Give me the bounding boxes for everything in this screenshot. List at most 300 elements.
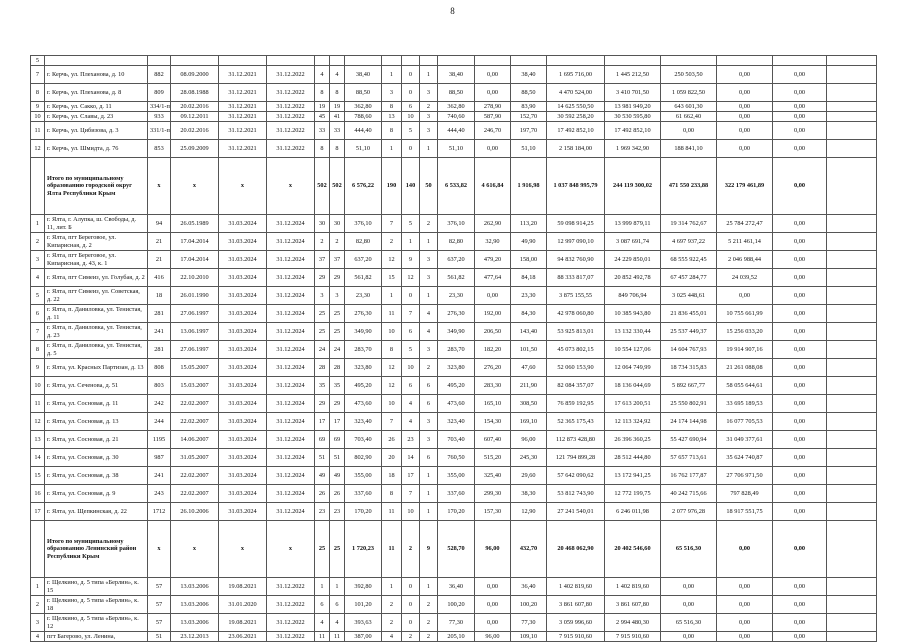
extra-cell — [827, 215, 877, 233]
decree-date-cell: 14.06.2007 — [171, 431, 219, 449]
residents-total-cell — [315, 56, 330, 66]
deadline-date-cell: 31.12.2022 — [267, 614, 315, 632]
area-total-cell: 323,80 — [345, 359, 382, 377]
residents-relocate-cell: 4 — [330, 66, 345, 84]
area-municipal-cell: 432,70 — [511, 521, 547, 578]
area-relocate-cell: 100,20 — [438, 596, 475, 614]
residents-total-cell: 8 — [315, 84, 330, 102]
decree-number-cell: x — [148, 158, 171, 215]
cost-fund-cell: 1 402 819,60 — [605, 578, 661, 596]
residents-relocate-cell: 11 — [330, 632, 345, 642]
cost-other-cell: 0,00 — [773, 215, 827, 233]
area-total-cell — [345, 56, 382, 66]
decree-date-cell: 09.12.2011 — [171, 112, 219, 122]
area-private-cell: 262,90 — [475, 215, 511, 233]
address-cell: г. Керчь, ул. Славы, д. 23 — [45, 112, 148, 122]
cost-region-cell — [661, 56, 717, 66]
rooms-municipal-cell: 3 — [420, 431, 438, 449]
residents-relocate-cell: 3 — [330, 287, 345, 305]
residents-total-cell: 69 — [315, 431, 330, 449]
cost-local-cell: 322 179 461,89 — [717, 158, 773, 215]
deadline-date-cell: 31.12.2024 — [267, 431, 315, 449]
area-relocate-cell: 760,50 — [438, 449, 475, 467]
plan-date-cell — [219, 56, 267, 66]
area-private-cell: 246,70 — [475, 122, 511, 140]
address-cell: г. Ялта, г. Алупка, ш. Свободы, д. 11, лит. Б — [45, 215, 148, 233]
decree-number-cell: 803 — [148, 377, 171, 395]
rooms-total-cell: 12 — [382, 359, 402, 377]
residents-relocate-cell: 23 — [330, 503, 345, 521]
extra-cell — [827, 287, 877, 305]
decree-date-cell: 13.03.2006 — [171, 614, 219, 632]
row-number-cell: 9 — [31, 359, 45, 377]
cost-local-cell: 5 211 461,14 — [717, 233, 773, 251]
cost-region-cell: 18 734 315,83 — [661, 359, 717, 377]
cost-region-cell: 250 503,50 — [661, 66, 717, 84]
row-number-cell: 11 — [31, 122, 45, 140]
cost-total-cell: 42 978 060,80 — [547, 305, 605, 323]
residents-total-cell: 24 — [315, 341, 330, 359]
cost-total-cell: 3 861 607,80 — [547, 596, 605, 614]
cost-local-cell: 16 077 705,53 — [717, 413, 773, 431]
table-row — [31, 377, 877, 395]
cost-local-cell: 58 055 644,61 — [717, 377, 773, 395]
rooms-total-cell: 2 — [382, 596, 402, 614]
address-cell: г. Керчь, ул. Шмидта, д. 76 — [45, 140, 148, 158]
address-cell: г. Щелкино, д. 5 типа «Берлин», к. 15 — [45, 578, 148, 596]
rooms-municipal-cell: 2 — [420, 614, 438, 632]
residents-total-cell: 23 — [315, 503, 330, 521]
cost-other-cell: 0,00 — [773, 578, 827, 596]
cost-other-cell: 0,00 — [773, 102, 827, 112]
table-row — [31, 614, 877, 632]
address-cell: г. Ялта, пгт Береговое, ул. Кипарисная, д. 43, к. 1 — [45, 251, 148, 269]
address-cell: г. Ялта, пгт Симеиз, ул. Советская, д. 22 — [45, 287, 148, 305]
table-row — [31, 323, 877, 341]
cost-total-cell: 57 642 090,62 — [547, 467, 605, 485]
rooms-private-cell: 17 — [402, 467, 420, 485]
address-cell: г. Керчь, ул. Цибизова, д. 3 — [45, 122, 148, 140]
plan-date-cell: 19.08.2021 — [219, 614, 267, 632]
cost-region-cell: 25 550 802,91 — [661, 395, 717, 413]
area-private-cell: 0,00 — [475, 578, 511, 596]
area-total-cell: 376,10 — [345, 215, 382, 233]
rooms-private-cell: 9 — [402, 251, 420, 269]
area-private-cell: 299,30 — [475, 485, 511, 503]
decree-number-cell: 1712 — [148, 503, 171, 521]
deadline-date-cell — [267, 56, 315, 66]
residents-relocate-cell: 6 — [330, 596, 345, 614]
cost-other-cell: 0,00 — [773, 140, 827, 158]
residents-total-cell: 11 — [315, 632, 330, 642]
plan-date-cell: 31.03.2024 — [219, 485, 267, 503]
rooms-private-cell: 0 — [402, 578, 420, 596]
cost-local-cell: 27 706 971,50 — [717, 467, 773, 485]
cost-region-cell: 14 604 767,93 — [661, 341, 717, 359]
row-number-cell: 4 — [31, 632, 45, 642]
area-private-cell: 283,30 — [475, 377, 511, 395]
rooms-municipal-cell: 2 — [420, 102, 438, 112]
cost-total-cell: 52 365 175,43 — [547, 413, 605, 431]
rooms-private-cell: 10 — [402, 112, 420, 122]
residents-relocate-cell: 49 — [330, 467, 345, 485]
area-total-cell: 337,60 — [345, 485, 382, 503]
deadline-date-cell: 31.12.2022 — [267, 140, 315, 158]
residents-total-cell: 25 — [315, 305, 330, 323]
decree-date-cell: 15.03.2007 — [171, 377, 219, 395]
row-number-cell: 2 — [31, 233, 45, 251]
cost-other-cell: 0,00 — [773, 233, 827, 251]
rooms-total-cell: 8 — [382, 122, 402, 140]
address-cell: г. Щелкино, д. 5 типа «Берлин», к. 12 — [45, 614, 148, 632]
extra-cell — [827, 359, 877, 377]
row-number-cell: 12 — [31, 140, 45, 158]
cost-total-cell: 20 468 062,90 — [547, 521, 605, 578]
extra-cell — [827, 413, 877, 431]
plan-date-cell: 31.12.2021 — [219, 122, 267, 140]
cost-local-cell: 0,00 — [717, 632, 773, 642]
decree-number-cell: 241 — [148, 467, 171, 485]
cost-local-cell: 0,00 — [717, 521, 773, 578]
decree-number-cell: 241 — [148, 323, 171, 341]
housing-table — [30, 55, 877, 642]
area-relocate-cell: 473,60 — [438, 395, 475, 413]
residents-total-cell: 45 — [315, 112, 330, 122]
row-number-cell: 3 — [31, 614, 45, 632]
area-private-cell: 96,00 — [475, 632, 511, 642]
area-municipal-cell: 169,10 — [511, 413, 547, 431]
area-municipal-cell: 84,18 — [511, 269, 547, 287]
decree-date-cell: 22.02.2007 — [171, 413, 219, 431]
rooms-total-cell: 11 — [382, 305, 402, 323]
area-municipal-cell: 83,90 — [511, 102, 547, 112]
row-number-cell: 2 — [31, 596, 45, 614]
area-relocate-cell: 170,20 — [438, 503, 475, 521]
residents-total-cell: 28 — [315, 359, 330, 377]
residents-relocate-cell: 29 — [330, 395, 345, 413]
address-cell: г. Ялта, ул. Сосновая, д. 9 — [45, 485, 148, 503]
rooms-private-cell: 7 — [402, 485, 420, 503]
area-relocate-cell: 561,82 — [438, 269, 475, 287]
decree-date-cell: 17.04.2014 — [171, 251, 219, 269]
table-row — [31, 102, 877, 112]
area-municipal-cell: 100,20 — [511, 596, 547, 614]
deadline-date-cell: x — [267, 158, 315, 215]
cost-total-cell: 76 859 192,95 — [547, 395, 605, 413]
rooms-total-cell: 1 — [382, 578, 402, 596]
address-cell: г. Ялта, п. Даниловка, ул. Тенистая, д. 5 — [45, 341, 148, 359]
rooms-municipal-cell: 4 — [420, 305, 438, 323]
area-municipal-cell: 1 916,98 — [511, 158, 547, 215]
cost-other-cell: 0,00 — [773, 84, 827, 102]
cost-fund-cell: 3 861 607,80 — [605, 596, 661, 614]
area-municipal-cell: 23,30 — [511, 287, 547, 305]
rooms-total-cell: 1 — [382, 140, 402, 158]
cost-other-cell: 0,00 — [773, 431, 827, 449]
residents-relocate-cell: 1 — [330, 578, 345, 596]
cost-other-cell: 0,00 — [773, 305, 827, 323]
residents-relocate-cell: 69 — [330, 431, 345, 449]
decree-number-cell: 21 — [148, 233, 171, 251]
residents-relocate-cell: 51 — [330, 449, 345, 467]
table-row — [31, 269, 877, 287]
cost-other-cell: 0,00 — [773, 485, 827, 503]
decree-date-cell: 22.02.2007 — [171, 395, 219, 413]
decree-date-cell: 17.04.2014 — [171, 233, 219, 251]
area-municipal-cell: 38,30 — [511, 485, 547, 503]
cost-local-cell: 18 917 551,75 — [717, 503, 773, 521]
cost-other-cell: 0,00 — [773, 503, 827, 521]
address-cell: г. Ялта, пгт Симеиз, ул. Голубая, д. 2 — [45, 269, 148, 287]
extra-cell — [827, 56, 877, 66]
cost-fund-cell: 7 915 910,60 — [605, 632, 661, 642]
area-relocate-cell: 349,90 — [438, 323, 475, 341]
table-row — [31, 251, 877, 269]
cost-region-cell: 55 427 690,94 — [661, 431, 717, 449]
cost-region-cell: 5 892 667,77 — [661, 377, 717, 395]
extra-cell — [827, 632, 877, 642]
area-private-cell: 325,40 — [475, 467, 511, 485]
area-total-cell: 349,90 — [345, 323, 382, 341]
residents-total-cell: 502 — [315, 158, 330, 215]
address-cell: г. Ялта, п. Даниловка, ул. Тенистая, д. 11 — [45, 305, 148, 323]
table-row — [31, 84, 877, 102]
rooms-private-cell: 0 — [402, 596, 420, 614]
plan-date-cell: 31.03.2024 — [219, 395, 267, 413]
residents-total-cell: 19 — [315, 102, 330, 112]
decree-date-cell: 22.02.2007 — [171, 485, 219, 503]
decree-date-cell: 13.03.2006 — [171, 578, 219, 596]
cost-total-cell: 27 241 540,01 — [547, 503, 605, 521]
residents-relocate-cell: 19 — [330, 102, 345, 112]
area-municipal-cell: 96,00 — [511, 431, 547, 449]
cost-other-cell: 0,00 — [773, 449, 827, 467]
plan-date-cell: 31.03.2024 — [219, 359, 267, 377]
deadline-date-cell: x — [267, 521, 315, 578]
table-row — [31, 431, 877, 449]
residents-relocate-cell: 25 — [330, 521, 345, 578]
residents-total-cell: 8 — [315, 140, 330, 158]
decree-date-cell: 13.06.1997 — [171, 323, 219, 341]
table-row — [31, 449, 877, 467]
rooms-private-cell: 10 — [402, 359, 420, 377]
rooms-private-cell: 4 — [402, 395, 420, 413]
area-total-cell: 387,00 — [345, 632, 382, 642]
area-private-cell: 0,00 — [475, 84, 511, 102]
decree-number-cell: 987 — [148, 449, 171, 467]
row-number-cell: 4 — [31, 269, 45, 287]
residents-total-cell: 49 — [315, 467, 330, 485]
rooms-private-cell: 6 — [402, 323, 420, 341]
rooms-private-cell: 0 — [402, 84, 420, 102]
rooms-municipal-cell: 1 — [420, 140, 438, 158]
decree-number-cell: 51 — [148, 632, 171, 642]
area-private-cell: 96,00 — [475, 521, 511, 578]
deadline-date-cell: 31.12.2022 — [267, 578, 315, 596]
rooms-total-cell: 1 — [382, 66, 402, 84]
area-municipal-cell: 308,50 — [511, 395, 547, 413]
decree-number-cell: x — [148, 521, 171, 578]
area-private-cell: 276,20 — [475, 359, 511, 377]
rooms-municipal-cell — [420, 56, 438, 66]
extra-cell — [827, 233, 877, 251]
extra-cell — [827, 377, 877, 395]
area-relocate-cell: 205,10 — [438, 632, 475, 642]
residents-total-cell: 26 — [315, 485, 330, 503]
area-relocate-cell: 323,80 — [438, 359, 475, 377]
rooms-total-cell: 10 — [382, 323, 402, 341]
cost-total-cell: 53 925 813,01 — [547, 323, 605, 341]
cost-fund-cell: 6 246 011,98 — [605, 503, 661, 521]
plan-date-cell: 31.03.2024 — [219, 269, 267, 287]
decree-date-cell: x — [171, 521, 219, 578]
cost-region-cell: 57 657 713,61 — [661, 449, 717, 467]
extra-cell — [827, 596, 877, 614]
cost-other-cell: 0,00 — [773, 158, 827, 215]
row-number-cell — [31, 158, 45, 215]
cost-region-cell: 0,00 — [661, 632, 717, 642]
row-number-cell: 13 — [31, 431, 45, 449]
decree-number-cell: 334/1-п — [148, 102, 171, 112]
area-total-cell: 82,80 — [345, 233, 382, 251]
residents-relocate-cell: 41 — [330, 112, 345, 122]
area-relocate-cell: 703,40 — [438, 431, 475, 449]
table-row — [31, 596, 877, 614]
row-number-cell: 6 — [31, 305, 45, 323]
address-cell: г. Ялта, ул. Сосновая, д. 11 — [45, 395, 148, 413]
address-cell: г. Щелкино, д. 5 типа «Берлин», к. 18 — [45, 596, 148, 614]
cost-fund-cell: 3 410 701,50 — [605, 84, 661, 102]
cost-fund-cell: 10 554 127,06 — [605, 341, 661, 359]
cost-total-cell: 52 060 153,90 — [547, 359, 605, 377]
extra-cell — [827, 614, 877, 632]
cost-fund-cell: 20 852 492,78 — [605, 269, 661, 287]
decree-date-cell: 27.06.1997 — [171, 305, 219, 323]
extra-cell — [827, 323, 877, 341]
cost-fund-cell: 3 087 691,74 — [605, 233, 661, 251]
cost-total-cell: 1 695 716,00 — [547, 66, 605, 84]
extra-cell — [827, 140, 877, 158]
row-number-cell — [31, 521, 45, 578]
rooms-municipal-cell: 6 — [420, 377, 438, 395]
table-row — [31, 140, 877, 158]
cost-local-cell: 797 828,49 — [717, 485, 773, 503]
cost-total-cell: 88 333 817,07 — [547, 269, 605, 287]
plan-date-cell: 31.03.2024 — [219, 233, 267, 251]
deadline-date-cell: 31.12.2024 — [267, 395, 315, 413]
area-private-cell: 154,30 — [475, 413, 511, 431]
cost-total-cell: 82 084 357,07 — [547, 377, 605, 395]
decree-date-cell: 31.05.2007 — [171, 449, 219, 467]
table-row — [31, 578, 877, 596]
residents-total-cell: 6 — [315, 596, 330, 614]
cost-total-cell: 12 997 090,10 — [547, 233, 605, 251]
area-total-cell: 38,40 — [345, 66, 382, 84]
cost-local-cell: 35 624 740,87 — [717, 449, 773, 467]
area-municipal-cell: 158,00 — [511, 251, 547, 269]
rooms-total-cell: 15 — [382, 269, 402, 287]
decree-date-cell: 28.08.1988 — [171, 84, 219, 102]
area-total-cell: 561,82 — [345, 269, 382, 287]
rooms-total-cell: 4 — [382, 632, 402, 642]
area-relocate-cell: 376,10 — [438, 215, 475, 233]
plan-date-cell: 31.03.2024 — [219, 377, 267, 395]
decree-date-cell: 22.02.2007 — [171, 467, 219, 485]
rooms-total-cell: 8 — [382, 341, 402, 359]
table-row — [31, 215, 877, 233]
area-municipal-cell: 29,60 — [511, 467, 547, 485]
cost-fund-cell: 28 512 444,80 — [605, 449, 661, 467]
plan-date-cell: 31.12.2021 — [219, 102, 267, 112]
row-number-cell: 7 — [31, 66, 45, 84]
residents-total-cell: 29 — [315, 395, 330, 413]
cost-region-cell: 0,00 — [661, 122, 717, 140]
decree-date-cell: 13.03.2006 — [171, 596, 219, 614]
deadline-date-cell: 31.12.2022 — [267, 66, 315, 84]
rooms-municipal-cell: 3 — [420, 413, 438, 431]
cost-local-cell: 15 256 033,20 — [717, 323, 773, 341]
cost-local-cell: 0,00 — [717, 140, 773, 158]
residents-total-cell: 1 — [315, 578, 330, 596]
area-municipal-cell: 84,30 — [511, 305, 547, 323]
decree-number-cell: 244 — [148, 413, 171, 431]
cost-total-cell: 45 073 802,15 — [547, 341, 605, 359]
cost-local-cell — [717, 56, 773, 66]
row-number-cell: 8 — [31, 341, 45, 359]
plan-date-cell: x — [219, 158, 267, 215]
extra-cell — [827, 84, 877, 102]
cost-total-cell: 1 402 819,60 — [547, 578, 605, 596]
rooms-private-cell: 12 — [402, 269, 420, 287]
page-number: 8 — [450, 6, 455, 16]
decree-date-cell: x — [171, 158, 219, 215]
deadline-date-cell: 31.12.2024 — [267, 305, 315, 323]
rooms-municipal-cell: 3 — [420, 341, 438, 359]
deadline-date-cell: 31.12.2024 — [267, 503, 315, 521]
table-row — [31, 341, 877, 359]
area-municipal-cell: 51,10 — [511, 140, 547, 158]
rooms-total-cell: 12 — [382, 377, 402, 395]
area-municipal-cell: 38,40 — [511, 66, 547, 84]
cost-fund-cell: 13 981 949,20 — [605, 102, 661, 112]
residents-total-cell: 37 — [315, 251, 330, 269]
cost-fund-cell: 30 530 595,80 — [605, 112, 661, 122]
rooms-private-cell: 5 — [402, 341, 420, 359]
extra-cell — [827, 112, 877, 122]
rooms-total-cell: 18 — [382, 467, 402, 485]
extra-cell — [827, 521, 877, 578]
area-total-cell: 6 576,22 — [345, 158, 382, 215]
deadline-date-cell: 31.12.2024 — [267, 485, 315, 503]
address-cell: г. Ялта, пгт Береговое, ул. Кипарисная, д. 2 — [45, 233, 148, 251]
address-cell: г. Керчь, ул. Сакко, д. 11 — [45, 102, 148, 112]
plan-date-cell: x — [219, 521, 267, 578]
rooms-municipal-cell: 50 — [420, 158, 438, 215]
cost-total-cell: 94 832 760,90 — [547, 251, 605, 269]
address-cell: г. Ялта, ул. Сосновая, д. 21 — [45, 431, 148, 449]
cost-fund-cell: 18 136 044,69 — [605, 377, 661, 395]
deadline-date-cell: 31.12.2024 — [267, 287, 315, 305]
plan-date-cell: 31.03.2024 — [219, 215, 267, 233]
area-relocate-cell: 355,00 — [438, 467, 475, 485]
table-row — [31, 66, 877, 84]
deadline-date-cell: 31.12.2024 — [267, 377, 315, 395]
deadline-date-cell: 31.12.2024 — [267, 413, 315, 431]
decree-number-cell: 331/1-п — [148, 122, 171, 140]
decree-number-cell: 281 — [148, 305, 171, 323]
extra-cell — [827, 467, 877, 485]
area-municipal-cell: 88,50 — [511, 84, 547, 102]
